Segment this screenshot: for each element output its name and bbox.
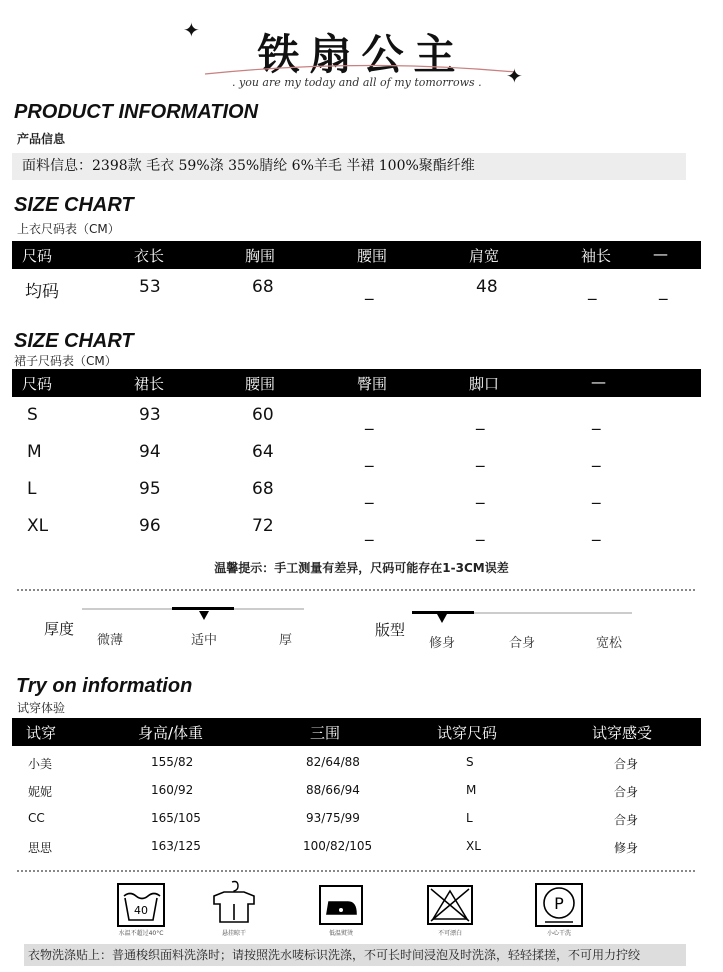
table-cell: 64 — [252, 442, 274, 462]
sparkle-icon: ✦ — [506, 64, 523, 88]
care-caption: 不可漂白 — [437, 930, 462, 937]
table-cell: 小美 — [28, 757, 53, 771]
column-header: — — [591, 373, 606, 391]
column-header: 袖长 — [581, 247, 612, 265]
skirt-size-heading: SIZE CHART — [14, 330, 134, 352]
table-cell: 160/92 — [151, 783, 194, 797]
table-cell: 93 — [139, 405, 161, 425]
divider — [17, 870, 695, 872]
skirt-size-subheading: 裙子尺码表（CM） — [14, 354, 117, 368]
table-cell: 修身 — [614, 841, 639, 855]
table-cell: _ — [365, 281, 374, 301]
top-size-heading: SIZE CHART — [14, 194, 134, 216]
thickness-option: 适中 — [191, 633, 218, 648]
skirt-size-header-row — [12, 369, 701, 397]
table-cell: 思思 — [28, 841, 53, 855]
wash-40-icon — [116, 882, 166, 932]
table-cell: CC — [28, 811, 45, 825]
column-header: 肩宽 — [469, 247, 500, 265]
table-cell: _ — [365, 485, 374, 505]
table-cell: 48 — [476, 277, 498, 297]
table-cell: _ — [592, 522, 601, 542]
brand-tagline: . you are my today and all of my tomorrows . — [232, 76, 482, 89]
column-header: 试穿尺码 — [437, 724, 498, 742]
table-cell: _ — [592, 411, 601, 431]
table-cell: 合身 — [614, 813, 639, 827]
table-cell: 88/66/94 — [306, 783, 360, 797]
table-cell: 100/82/105 — [303, 839, 373, 853]
column-header: 身高/体重 — [138, 724, 204, 742]
column-header: 裙长 — [134, 375, 165, 393]
column-header: 脚口 — [469, 375, 500, 393]
table-cell: S — [27, 405, 38, 425]
product-subheading: 产品信息 — [17, 132, 66, 146]
table-cell: _ — [476, 522, 485, 542]
table-cell: 合身 — [614, 757, 639, 771]
care-caption: 水温不超过40°C — [118, 930, 164, 937]
table-cell: 68 — [252, 479, 274, 499]
care-note: 衣物洗涤贴上：普通梭织面料洗涤时；请按照洗水唛标识洗涤，不可长时间浸泡及时洗涤，轻轻揉搓，不可用力拧绞 — [24, 944, 686, 966]
column-header: 腰围 — [245, 375, 276, 393]
thickness-pointer-icon — [199, 611, 209, 620]
brand-title: 铁扇公主 — [257, 30, 466, 79]
table-cell: _ — [365, 522, 374, 542]
care-caption: 低温熨烫 — [328, 930, 353, 937]
table-cell: 68 — [252, 277, 274, 297]
table-cell: 均码 — [25, 282, 59, 302]
column-header: 试穿感受 — [592, 724, 653, 742]
table-cell: L — [27, 479, 37, 499]
table-cell: 155/82 — [151, 755, 194, 769]
thickness-label: 厚度 — [44, 620, 75, 638]
table-cell: 72 — [252, 516, 274, 536]
column-header: 尺码 — [22, 375, 53, 393]
care-caption: 悬挂晾干 — [221, 930, 246, 937]
column-header: 三围 — [310, 724, 341, 742]
no-bleach-icon — [426, 884, 474, 930]
table-cell: 53 — [139, 277, 161, 297]
column-header: — — [653, 245, 668, 263]
table-cell: 165/105 — [151, 811, 201, 825]
table-cell: 妮妮 — [28, 785, 53, 799]
fit-option: 宽松 — [596, 636, 623, 651]
table-cell: S — [466, 755, 474, 769]
fit-pointer-icon — [437, 614, 447, 623]
column-header: 衣长 — [134, 247, 165, 265]
table-cell: 163/125 — [151, 839, 201, 853]
try-on-header-row — [12, 718, 701, 746]
table-cell: _ — [592, 485, 601, 505]
top-size-header-row — [12, 241, 701, 269]
table-cell: 60 — [252, 405, 274, 425]
table-cell: _ — [476, 448, 485, 468]
table-cell: 95 — [139, 479, 161, 499]
care-caption: 小心干洗 — [546, 930, 571, 937]
table-cell: 合身 — [614, 785, 639, 799]
divider — [17, 589, 695, 591]
column-header: 胸围 — [245, 247, 276, 265]
column-header: 腰围 — [357, 247, 388, 265]
table-cell: M — [466, 783, 477, 797]
column-header: 试穿 — [26, 724, 57, 742]
product-heading: PRODUCT INFORMATION — [14, 101, 259, 123]
table-cell: 93/75/99 — [306, 811, 360, 825]
table-cell: _ — [659, 281, 668, 301]
column-header: 臀围 — [357, 375, 388, 393]
table-cell: _ — [365, 411, 374, 431]
try-on-heading: Try on information — [16, 675, 193, 697]
sparkle-icon: ✦ — [183, 18, 200, 42]
table-cell: 94 — [139, 442, 161, 462]
hang-dry-icon — [210, 878, 258, 930]
table-cell: XL — [27, 516, 49, 536]
table-cell: _ — [365, 448, 374, 468]
svg-text:40: 40 — [134, 904, 148, 917]
table-cell: _ — [476, 411, 485, 431]
fit-label: 版型 — [375, 621, 406, 639]
table-cell: _ — [588, 281, 597, 301]
table-cell: _ — [476, 485, 485, 505]
top-size-subheading: 上衣尺码表（CM） — [17, 222, 120, 236]
table-cell: _ — [592, 448, 601, 468]
measurement-tip: 温馨提示：手工测量有差异，尺码可能存在1-3CM误差 — [214, 561, 509, 575]
thickness-selected-mark — [172, 607, 234, 610]
fit-option: 合身 — [509, 636, 536, 651]
table-cell: 82/64/88 — [306, 755, 360, 769]
table-cell: M — [27, 442, 42, 462]
low-iron-icon — [318, 884, 364, 930]
dry-clean-p-icon — [534, 882, 584, 932]
try-on-subheading: 试穿体验 — [17, 701, 66, 715]
table-cell: 96 — [139, 516, 161, 536]
svg-text:P: P — [554, 894, 564, 913]
thickness-option: 微薄 — [97, 633, 124, 648]
thickness-option: 厚 — [279, 633, 293, 648]
table-cell: L — [466, 811, 473, 825]
table-cell: XL — [466, 839, 481, 853]
fabric-info: 面料信息：2398款 毛衣 59%涤 35%腈纶 6%羊毛 半裙 100%聚酯纤维 — [12, 153, 686, 180]
column-header: 尺码 — [22, 247, 53, 265]
fit-option: 修身 — [429, 636, 456, 651]
